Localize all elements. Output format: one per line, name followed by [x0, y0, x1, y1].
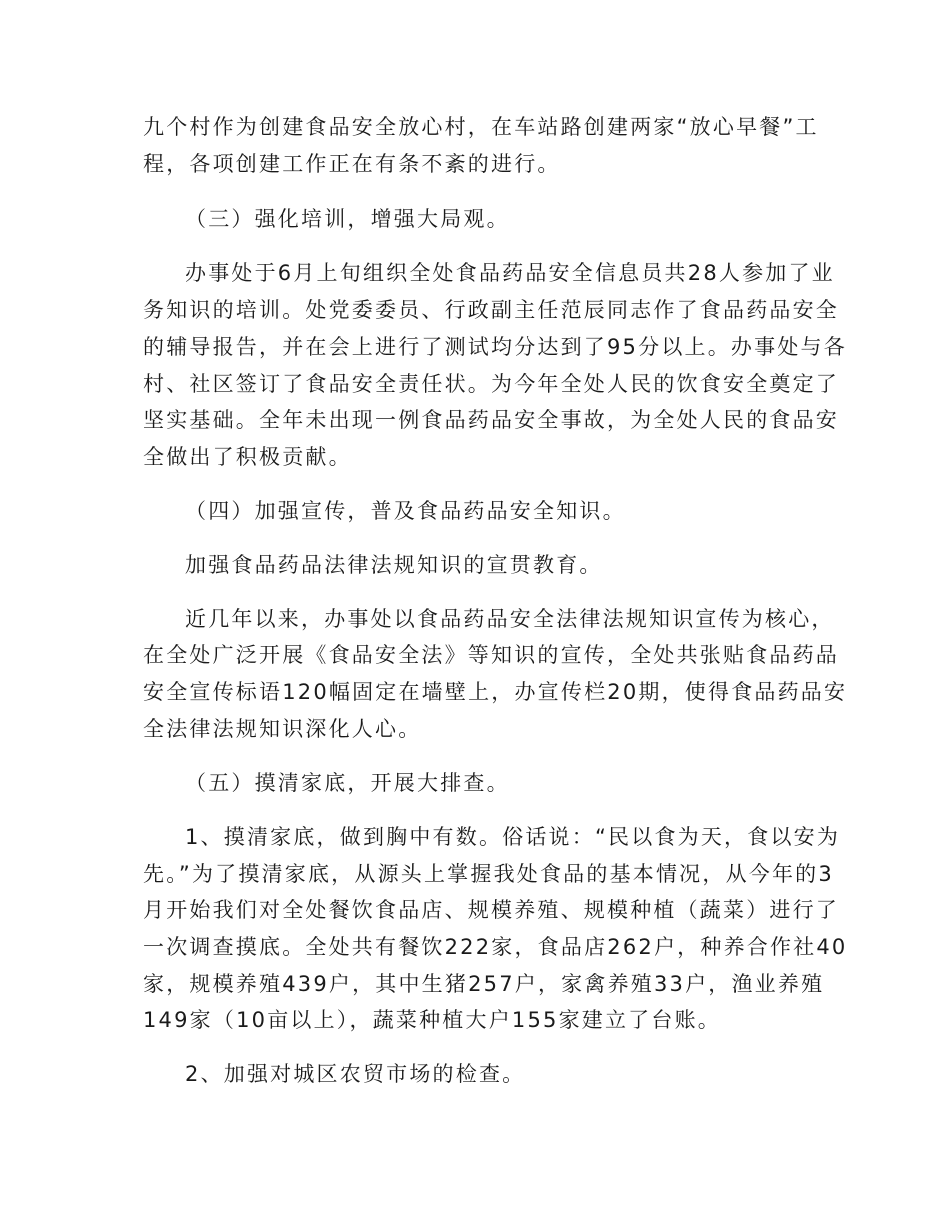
- text-line: 加强食品药品法律法规知识的宣贯教育。: [185, 553, 603, 577]
- section-heading: （五）摸清家底，开展大排查。: [185, 771, 510, 795]
- text-line: 的辅导报告，并在会上进行了测试均分达到了95分以上。办事处与各: [143, 335, 847, 359]
- text-line: 全法律法规知识深化人心。: [143, 717, 422, 741]
- text-line: 1、摸清家底，做到胸中有数。俗话说：“民以食为天，食以安为: [185, 825, 841, 849]
- text-line: 坚实基础。全年未出现一例食品药品安全事故，为全处人民的食品安: [143, 408, 839, 432]
- text-line: 2、加强对城区农贸市场的检查。: [185, 1062, 526, 1086]
- text-line: 务知识的培训。处党委委员、行政副主任范辰同志作了食品药品安全: [143, 298, 839, 322]
- text-line: 安全宣传标语120幅固定在墙壁上，办宣传栏20期，使得食品药品安: [143, 680, 848, 704]
- text-line: 近几年以来，办事处以食品药品安全法律法规知识宣传为核心，: [185, 607, 835, 631]
- text-line: 一次调查摸底。全处共有餐饮222家，食品店262户，种养合作社40: [143, 935, 848, 959]
- text-line: 家，规模养殖439户，其中生猪257户，家禽养殖33户，渔业养殖: [143, 972, 825, 996]
- section-heading: （四）加强宣传，普及食品药品安全知识。: [185, 499, 626, 523]
- text-line: 月开始我们对全处餐饮食品店、规模养殖、规模种植（蔬菜）进行了: [143, 898, 839, 922]
- text-line: 先。”为了摸清家底，从源头上掌握我处食品的基本情况，从今年的3: [143, 862, 834, 886]
- section-heading: （三）强化培训，增强大局观。: [185, 207, 510, 231]
- text-line: 程，各项创建工作正在有条不紊的进行。: [143, 152, 561, 176]
- text-line: 全做出了积极贡献。: [143, 445, 352, 469]
- text-line: 村、社区签订了食品安全责任状。为今年全处人民的饮食安全奠定了: [143, 372, 839, 396]
- text-line: 办事处于6月上旬组织全处食品药品安全信息员共28人参加了业: [185, 261, 835, 285]
- text-line: 149家（10亩以上），蔬菜种植大户155家建立了台账。: [143, 1008, 721, 1032]
- text-line: 在全处广泛开展《食品安全法》等知识的宣传，全处共张贴食品药品: [143, 643, 839, 667]
- text-line: 九个村作为创建食品安全放心村，在车站路创建两家“放心早餐”工: [143, 115, 819, 139]
